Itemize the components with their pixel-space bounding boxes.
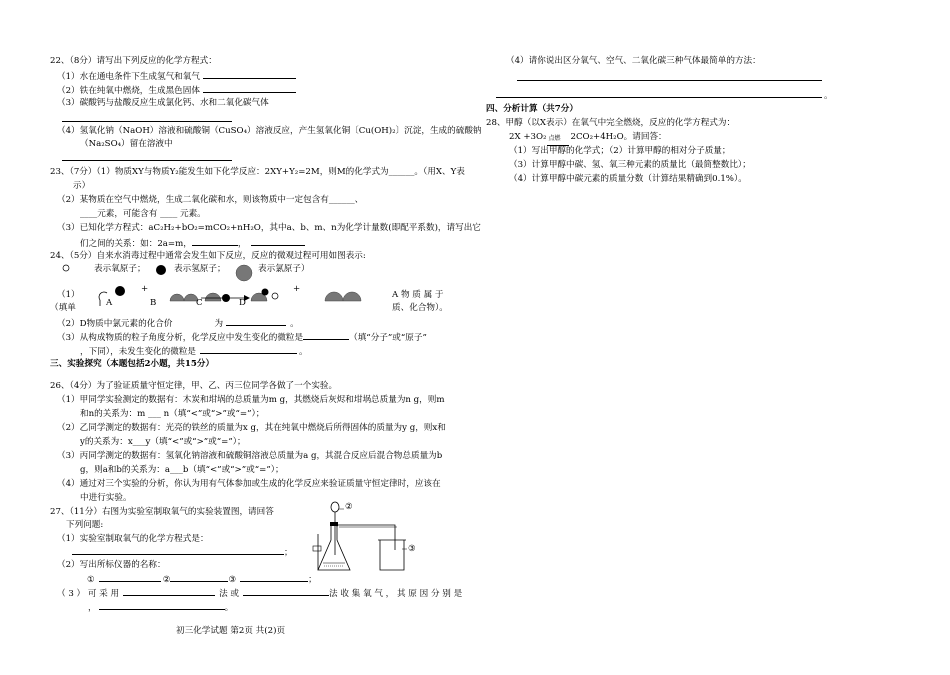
period-mark: 。 xyxy=(824,91,833,101)
q28-part1-2: （1）写出甲醇的化学式；（2）计算甲醇的相对分子质量； xyxy=(509,146,731,156)
marker-3: ③ xyxy=(408,544,416,554)
q24-part3-line1: （3）从构成物质的粒子角度分析，化学反应中发生变化的微粒是 （填“分子”或“原子” xyxy=(57,330,427,344)
q22-header: 22、（8分）请写出下列反应的化学方程式： xyxy=(50,56,217,66)
label-b: B xyxy=(150,298,157,308)
q22-part4-line1: （4）氢氧化钠（NaOH）溶液和硫酸铜（CuSO₄）溶液反应，产生氢氧化铜〔Cu(OH)₂〕沉淀，生成的硫酸钠 xyxy=(57,126,482,136)
q27-line2: 下列问题: xyxy=(66,520,104,530)
q28-part4: （4）计算甲醇中碳元素的质量分数（计算结果精确到0.1%）。 xyxy=(509,174,747,184)
q26-line6: （3）丙同学测定的数据有：氢氧化钠溶液和硫酸铜溶液总质量为a g，其混合反应后混合物总质量为b xyxy=(57,451,443,461)
marker-2: ② xyxy=(345,502,353,512)
q27-part1: （1）实验室制取氧气的化学方程式是： xyxy=(57,534,209,544)
q23-line2: 示） xyxy=(73,181,91,191)
page-footer: 初三化学试题 第2页 共(2)页 xyxy=(176,626,286,636)
separatory-funnel-icon xyxy=(331,502,339,512)
q26-line8: （4）通过对三个实验的分析，你认为用有气体参加或生成的化学反应来验证质量守恒定律时，应该在 xyxy=(57,479,441,489)
q24-part1-answer: A 物 质 属 于 xyxy=(392,290,444,300)
q26-line3: 和n的关系为：m ___ n（填“<”或“>”或“=”）； xyxy=(80,409,265,419)
q24-part1-lead: （1） xyxy=(57,290,80,300)
q23-part2-line1: （2）某物质在空气中燃烧，生成二氧化碳和水，则该物质中一定包含有______、 xyxy=(57,195,364,205)
label-a: A xyxy=(106,298,113,308)
q23-part2-line2: ____元素，可能含有 ____ 元素。 xyxy=(80,209,206,219)
q26-line7: g，则a和b的关系为：a___b（填“<”或“>”或“=”）； xyxy=(80,465,284,475)
q26-line5: y的关系为：x___y（填“<”或“>”或“=”）； xyxy=(80,437,246,447)
q26-line9: 中进行实验。 xyxy=(80,493,132,503)
q24-part1-fill: （填单 xyxy=(50,303,76,313)
q24-part2: （2）D物质中氯元素的化合价 为 。 xyxy=(57,316,299,330)
q24-line1: 24、（5分）自来水消毒过程中通常会发生如下反应，反应的微观过程可用如图表示: xyxy=(50,251,366,261)
q22-part4-line2: （Na₂SO₄）留在溶液中 xyxy=(80,139,173,149)
legend-hydrogen: 表示氢原子； xyxy=(174,264,226,274)
answer-line[interactable] xyxy=(517,80,822,81)
delivery-tube-icon xyxy=(337,525,395,550)
q27-part2: （2）写出所标仪器的名称： xyxy=(57,560,166,570)
q23-line1: 23、（7分）（1）物质XY与物质Y₂能发生如下化学反应：2XY+Y₂=2M，则M的化学式为______。（用X、Y表 xyxy=(50,167,465,177)
label-d: D xyxy=(239,298,246,308)
q27-instrument-blanks: ① ② ③ ； xyxy=(87,572,317,586)
q22-part2: （2）铁在纯氧中燃烧，生成黑色固体 xyxy=(57,83,296,97)
q28-part3: （3）计算甲醇中碳、氢、氧三种元素的质量比（最简整数比）； xyxy=(509,160,751,170)
gas-jar-icon xyxy=(380,540,404,570)
q23-part3-line2: 们之间的关系：如：2a=m， ， xyxy=(80,236,305,250)
q23-part3-line1: （3）已知化学方程式：aC₂H₂+bO₂=mCO₂+nH₂O，其中a、b、m、n为化学计量数(即配平系数)，请写出它 xyxy=(57,223,481,233)
q22-part3: （3）碳酸钙与盐酸反应生成氯化钙、水和二氧化碳气体 xyxy=(57,98,269,108)
section-3-title: 三、实验探究（本题包括2小题，共15分） xyxy=(50,359,215,369)
q22-part1: （1）水在通电条件下生成氢气和氧气 xyxy=(57,69,296,83)
q28-equation: 2X +3O₂ 点燃 2CO₂+4H₂O。请回答： xyxy=(509,131,667,143)
plus-sign: + xyxy=(293,284,301,294)
q26-line4: （2）乙同学测定的数据有：光亮的铁丝的质量为x g，其在纯氧中燃烧后所得固体的质量为y g，则x和 xyxy=(57,423,446,433)
q27-part1-answer: ； xyxy=(72,545,293,559)
legend-oxygen: 表示氧原子； xyxy=(94,264,146,274)
q24-part1-options: 质、化合物）。 xyxy=(392,303,448,313)
q26-line1: 26、（4分）为了验证质量守恒定律，甲、乙、丙三位同学各做了一个实验。 xyxy=(50,381,338,391)
legend-chlorine: 表示氯原子） xyxy=(258,264,310,274)
section-4-title: 四、分析计算（共7分） xyxy=(486,104,578,114)
plus-sign: + xyxy=(141,284,149,294)
label-c: C xyxy=(196,298,203,308)
q27-part3-line1: （ 3 ） 可 采 用 法 或 法 收 集 氧 气 ， 其 原 因 分 别 是 xyxy=(57,586,462,600)
q27-line1: 27、（11分）右图为实验室制取氧气的实验装置图，请回答 xyxy=(50,507,274,517)
answer-line[interactable] xyxy=(496,97,822,98)
q27-part4: （4）请你说出区分氧气、空气、二氧化碳三种气体最简单的方法： xyxy=(506,56,761,66)
q24-part3-line2: ，下同），未发生变化的微粒是 。 xyxy=(80,344,308,358)
reaction-condition: 点燃 xyxy=(548,135,561,142)
q27-part3-line2: ， 。 xyxy=(88,600,233,614)
q26-line2: （1）甲同学实验测定的数据有：木炭和坩埚的总质量为m g，其燃烧后灰烬和坩埚总质量为n g，则m xyxy=(57,395,445,405)
q28-line1: 28、甲醇（以X表示）在氧气中完全燃烧，反应的化学方程式为： xyxy=(486,118,736,128)
